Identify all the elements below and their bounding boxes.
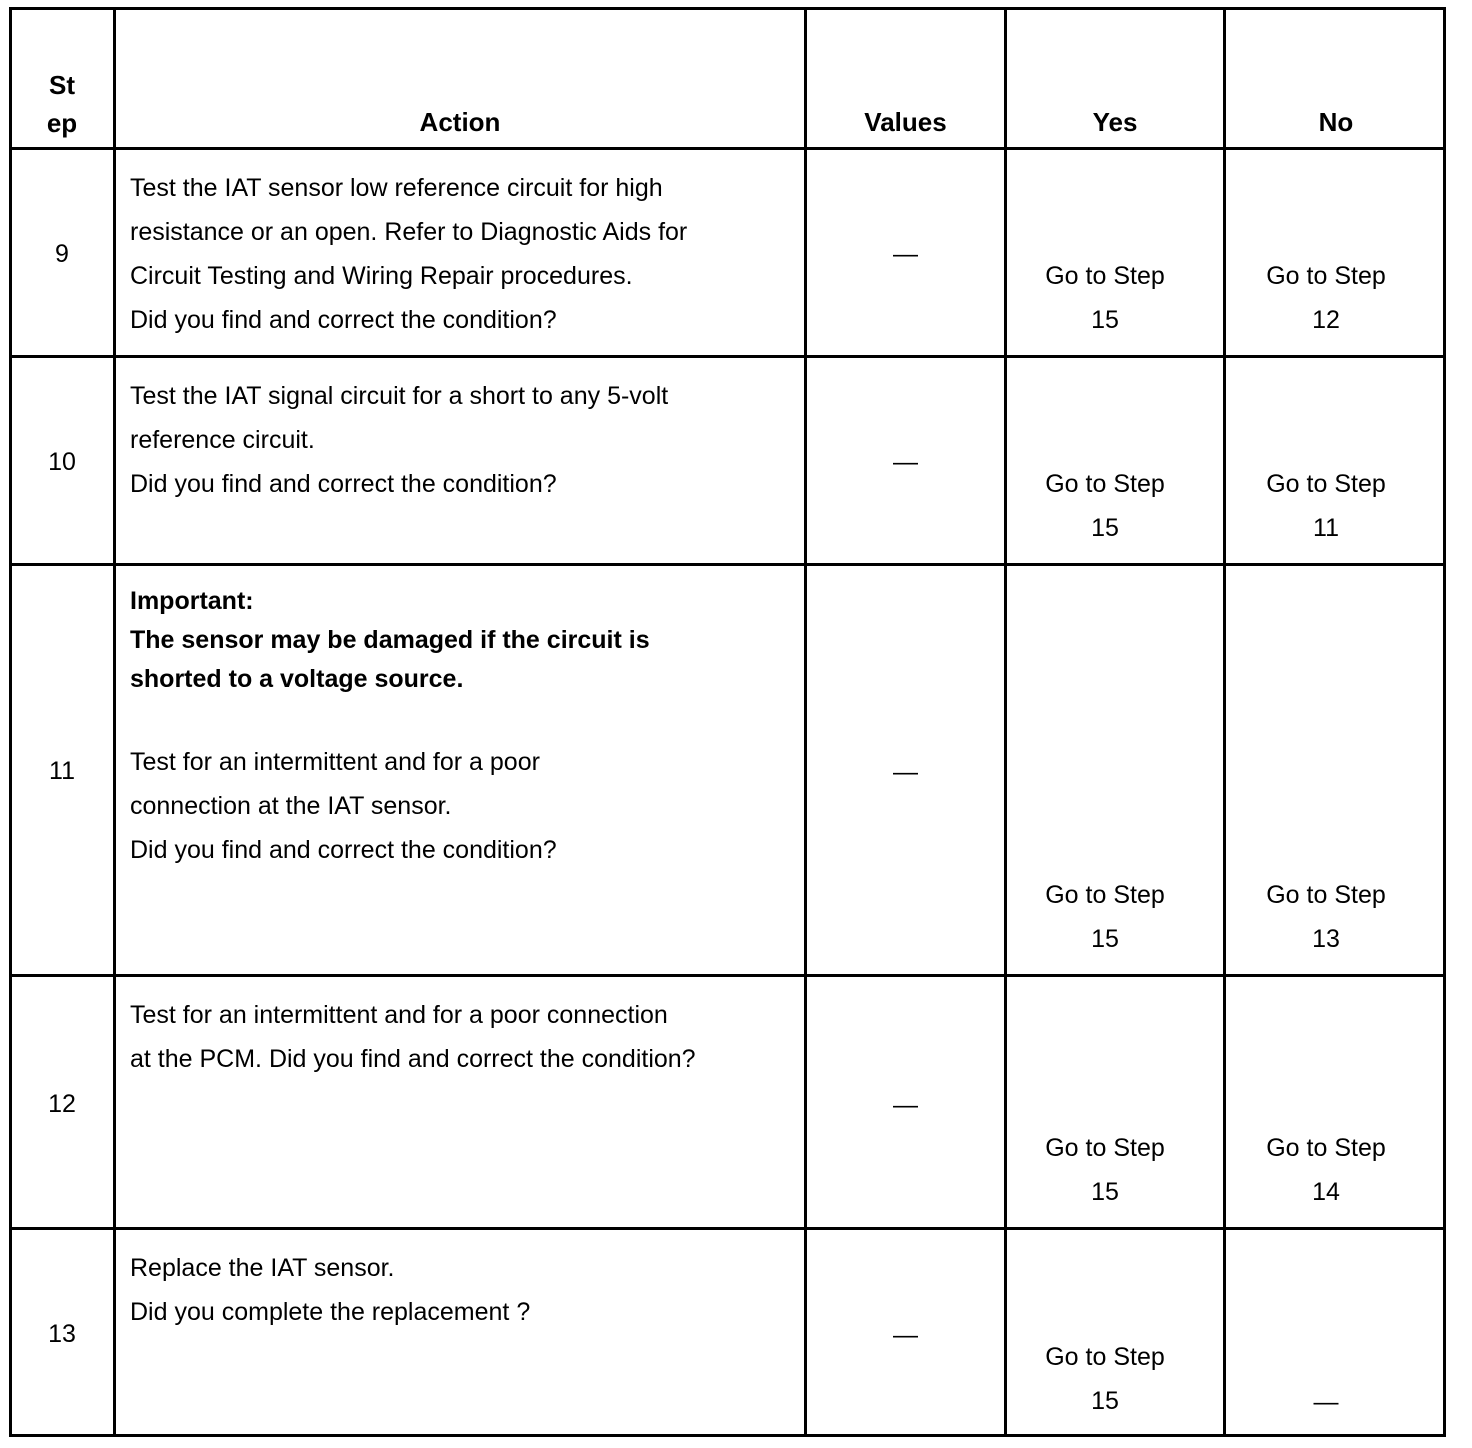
no-goto: — — [1313, 1388, 1339, 1416]
yes-goto: Go to Step 15 — [1045, 1343, 1165, 1415]
yes-goto: Go to Step 15 — [1045, 470, 1165, 542]
yes-goto: Go to Step 15 — [1045, 1134, 1165, 1206]
no-goto: Go to Step 14 — [1266, 1134, 1386, 1206]
row-divider — [12, 563, 1443, 566]
row-divider — [12, 1227, 1443, 1230]
action-text: Test the IAT sensor low reference circuit for high resistance or an open. Refer to Diagnostic Aids for Circuit Testing and Wiring Repair procedures. Did you find and correct the condition? — [130, 174, 688, 334]
header-no: No — [1318, 107, 1354, 137]
header-step: St ep — [46, 70, 78, 138]
yes-goto: Go to Step 15 — [1045, 262, 1165, 334]
row-divider — [12, 355, 1443, 358]
diagnostic-table — [9, 7, 1446, 1437]
header-yes: Yes — [1092, 107, 1138, 137]
column-divider — [804, 10, 807, 1434]
header-action: Action — [419, 107, 501, 137]
value-dash: — — [893, 1091, 918, 1119]
row-divider — [12, 974, 1443, 977]
column-divider — [113, 10, 116, 1434]
value-dash: — — [893, 448, 918, 476]
value-dash: — — [893, 758, 918, 786]
action-text: Replace the IAT sensor. Did you complete the replacement ? — [130, 1254, 531, 1326]
no-goto: Go to Step 11 — [1266, 470, 1386, 542]
step-number: 12 — [48, 1090, 76, 1118]
step-number: 9 — [55, 240, 69, 268]
step-number: 10 — [48, 448, 76, 476]
row-divider — [12, 147, 1443, 150]
step-number: 13 — [48, 1320, 76, 1348]
no-goto: Go to Step 13 — [1266, 881, 1386, 953]
column-divider — [1004, 10, 1007, 1434]
action-text: Test the IAT signal circuit for a short to any 5-volt reference circuit. Did you find and correct the condition? — [130, 382, 669, 498]
important-text: The sensor may be damaged if the circuit is shorted to a voltage source. — [130, 626, 650, 693]
no-goto: Go to Step 12 — [1266, 262, 1386, 334]
step-number: 11 — [49, 757, 75, 785]
yes-goto: Go to Step 15 — [1045, 881, 1165, 953]
action-text: Test for an intermittent and for a poor connection at the IAT sensor. Did you find and correct the condition? — [130, 748, 557, 864]
value-dash: — — [893, 240, 918, 268]
action-text: Test for an intermittent and for a poor connection at the PCM. Did you find and correct the condition? — [130, 1001, 696, 1073]
important-title: Important: — [130, 587, 254, 615]
column-divider — [1223, 10, 1226, 1434]
header-values: Values — [864, 107, 947, 137]
value-dash: — — [893, 1321, 918, 1349]
